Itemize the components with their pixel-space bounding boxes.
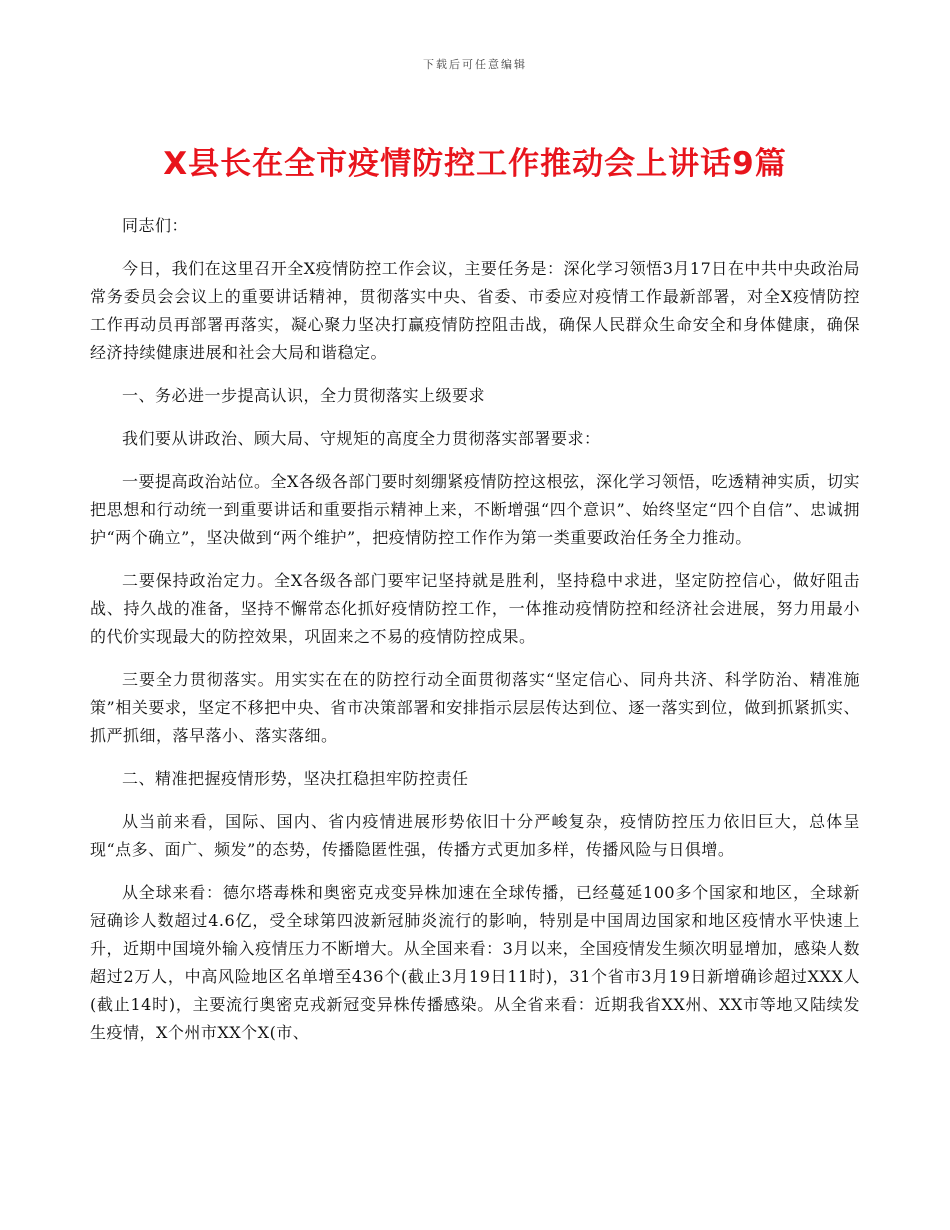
section-heading-2: 二、精准把握疫情形势，坚决扛稳担牢防控责任 xyxy=(122,769,469,788)
section-heading-1: 一、务必进一步提高认识，全力贯彻落实上级要求 xyxy=(122,386,486,405)
salutation-paragraph: 同志们： xyxy=(122,216,189,235)
body-paragraph: 二要保持政治定力。全X各级各部门要牢记坚持就是胜利，坚持稳中求进，坚定防控信心，做好阻击战、持久战的准备，坚持不懈常态化抓好疫情防控工作，一体推动疫情防控和经济社会进展，努力用最小的代价实现最大的防控效果，巩固来之不易的疫情防控成果。 xyxy=(90,571,860,646)
body-paragraph: 从当前来看，国际、国内、省内疫情进展形势依旧十分严峻复杂，疫情防控压力依旧巨大，总体呈现“点多、面广、频发”的态势，传播隐匿性强，传播方式更加多样，传播风险与日俱增。 xyxy=(90,812,860,859)
document-body xyxy=(90,212,860,1062)
body-paragraph: 一要提高政治站位。全X各级各部门要时刻绷紧疫情防控这根弦，深化学习领悟，吃透精神实质，切实把思想和行动统一到重要讲话和重要指示精神上来，不断增强“四个意识”、始终坚定“四个自信”、忠诚拥护“两个确立”，坚决做到“两个维护”，把疫情防控工作作为第一类重要政治任务全力推动。 xyxy=(90,472,860,547)
intro-paragraph: 今日，我们在这里召开全X疫情防控工作会议，主要任务是：深化学习领悟3月17日在中共中央政治局常务委员会会议上的重要讲话精神，贯彻落实中央、省委、市委应对疫情工作最新部署，对全X疫情防控工作再动员再部署再落实，凝心聚力坚决打赢疫情防控阻击战，确保人民群众生命安全和身体健康，确保经济持续健康进展和社会大局和谐稳定。 xyxy=(90,259,860,362)
header-note: 下载后可任意编辑 xyxy=(423,58,527,71)
document-title: X县长在全市疫情防控工作推动会上讲话9篇 xyxy=(163,146,787,182)
body-paragraph: 从全球来看：德尔塔毒株和奥密克戎变异株加速在全球传播，已经蔓延100多个国家和地区，全球新冠确诊人数超过4.6亿，受全球第四波新冠肺炎流行的影响，特别是中国周边国家和地区疫情水平快速上升，近期中国境外输入疫情压力不断增大。从全国来看：3月以来，全国疫情发生频次明显增加，感染人数超过2万人，中高风险地区名单增至436个(截止3月19日11时)，31个省市3月19日新增确诊超过XXX人(截止14时)，主要流行奥密克戎新冠变异株传播感染。从全省来看：近期我省XX州、XX市等地又陆续发生疫情，X个州市XX个X(市、 xyxy=(90,883,860,1042)
body-paragraph: 我们要从讲政治、顾大局、守规矩的高度全力贯彻落实部署要求： xyxy=(122,429,601,448)
body-paragraph: 三要全力贯彻落实。用实实在在的防控行动全面贯彻落实“坚定信心、同舟共济、科学防治、精准施策”相关要求，坚定不移把中央、省市决策部署和安排指示层层传达到位、逐一落实到位，做到抓紧抓实、抓严抓细，落早落小、落实落细。 xyxy=(90,670,860,745)
